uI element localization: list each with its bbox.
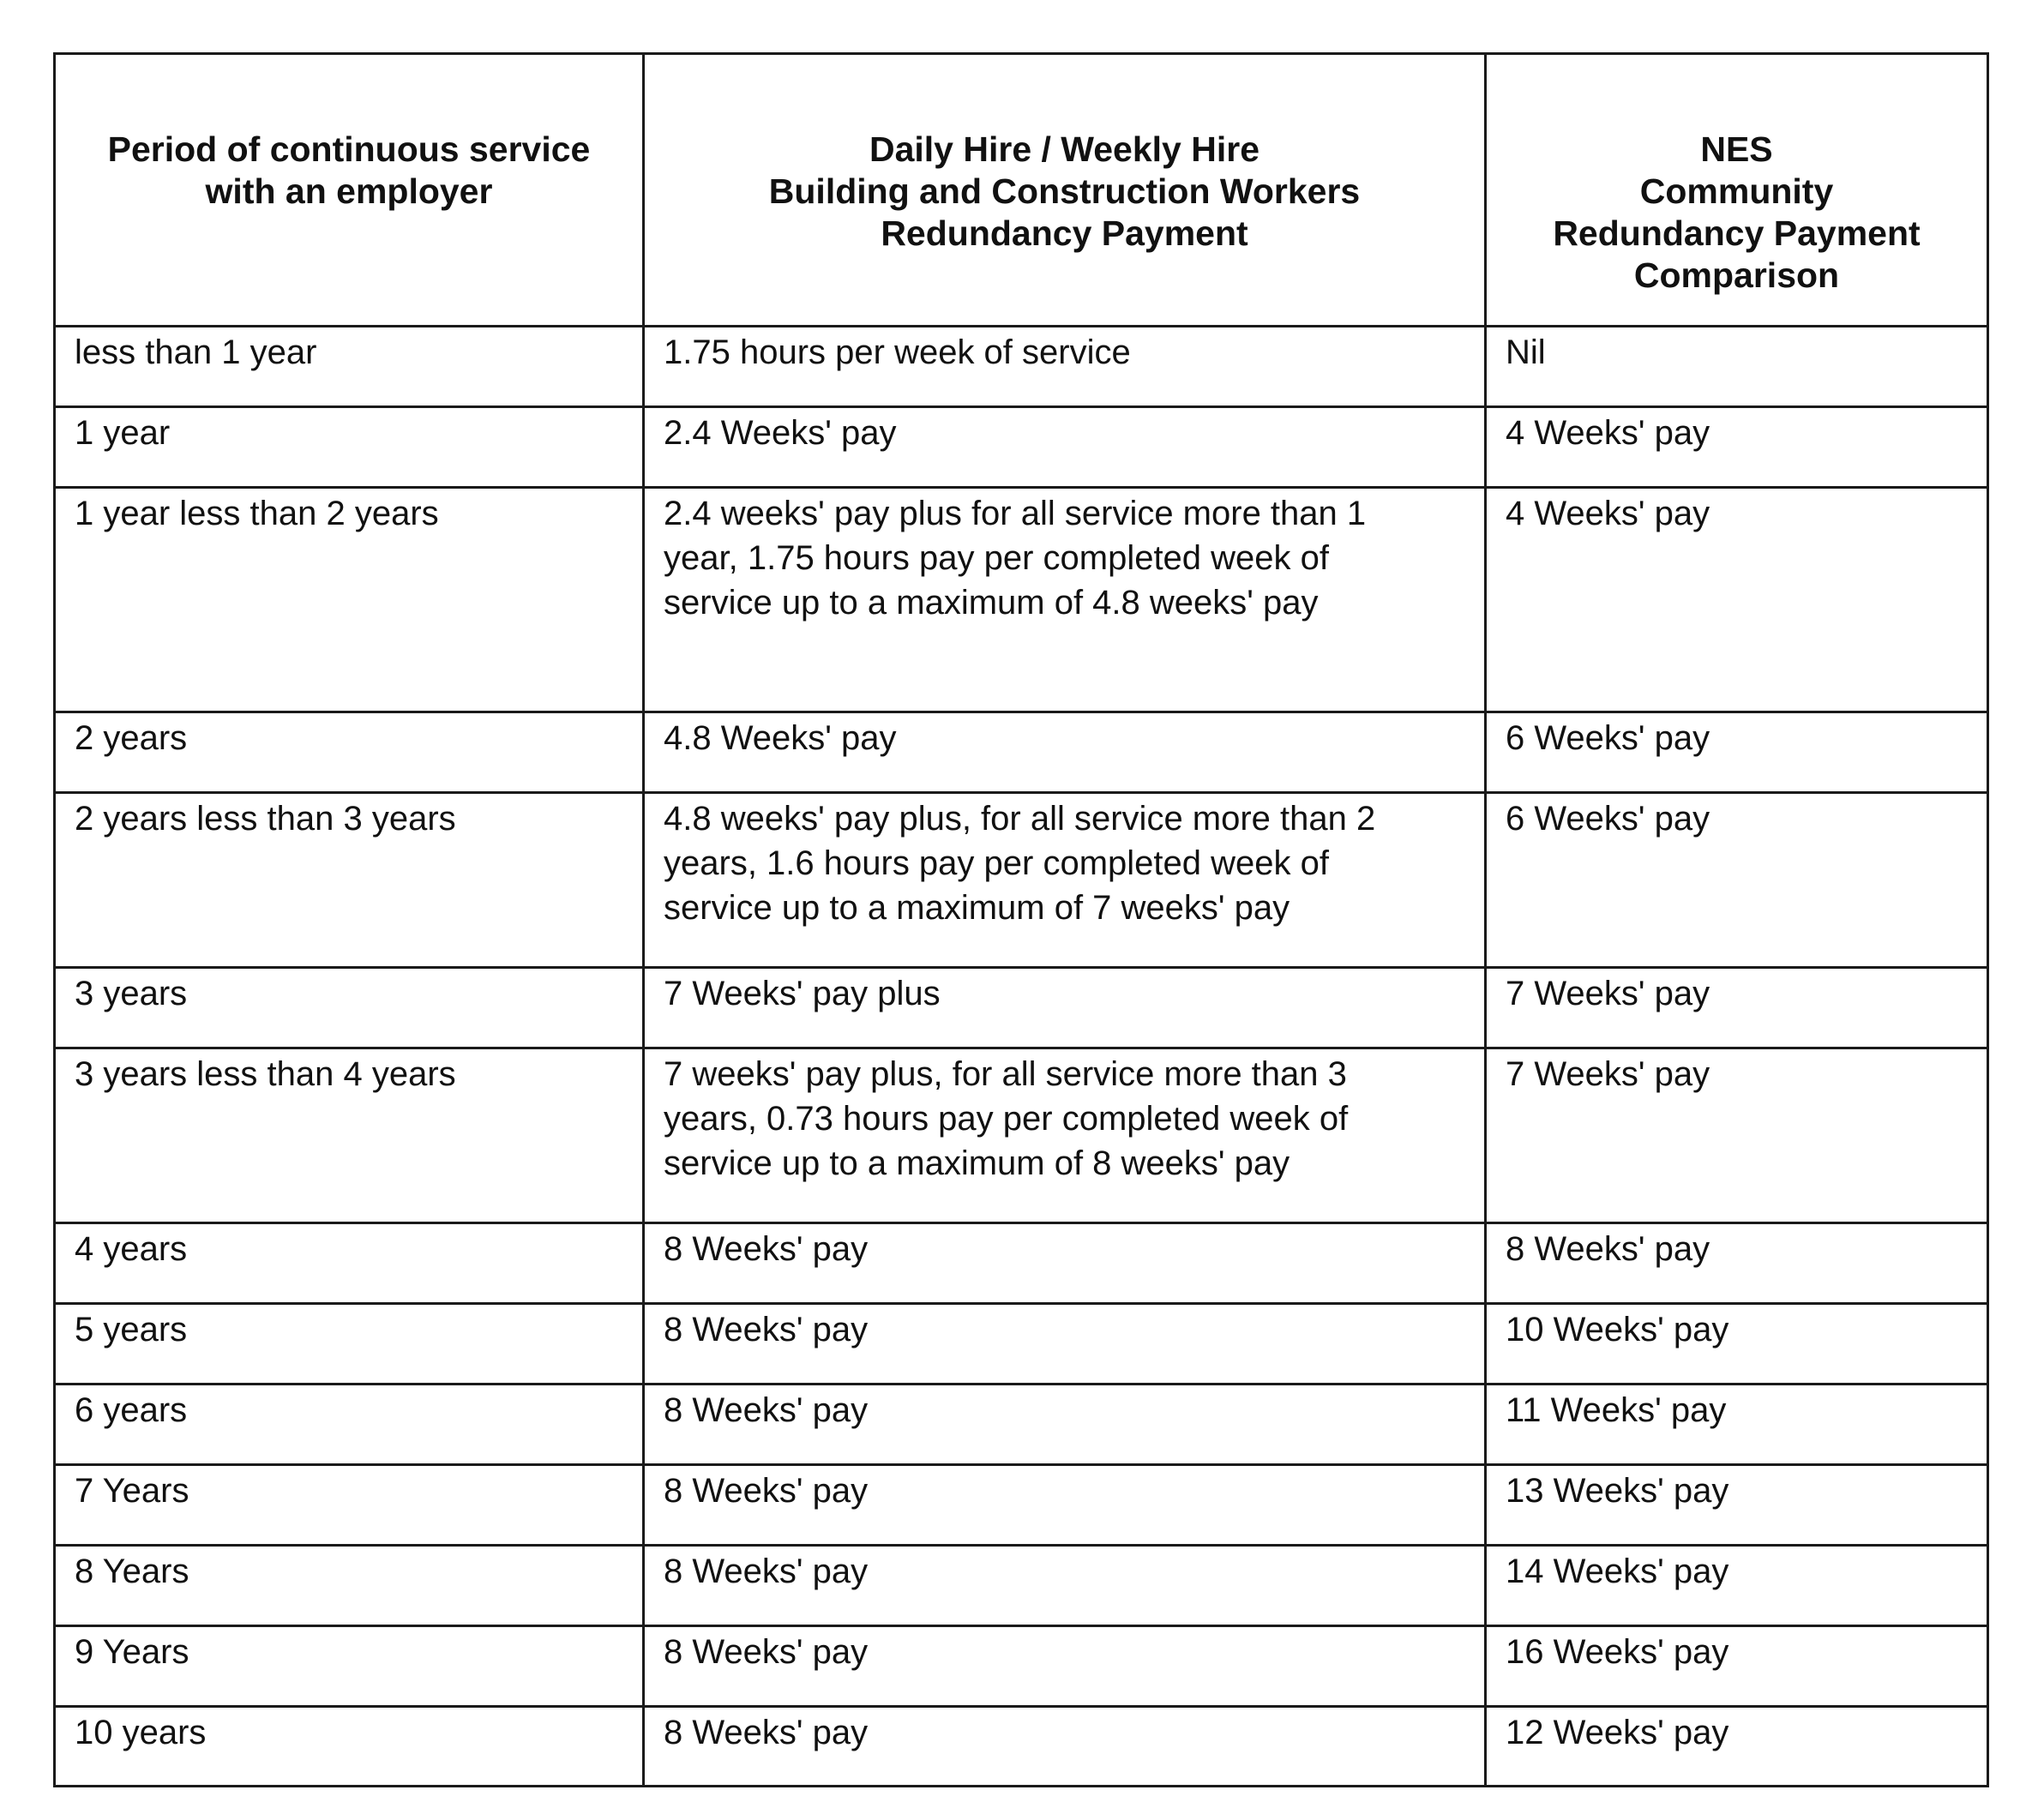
header-daily-weekly-line: Redundancy Payment <box>881 213 1248 253</box>
daily-weekly-line: 8 Weeks' pay <box>664 1553 869 1590</box>
period-cell: 5 years <box>55 1304 644 1385</box>
nes-cell: 7 Weeks' pay <box>1486 968 1988 1048</box>
daily-weekly-line: service up to a maximum of 8 weeks' pay <box>664 1144 1290 1182</box>
daily-weekly-cell <box>644 1223 1486 1304</box>
period-cell: 10 years <box>55 1707 644 1787</box>
daily-weekly-line: 1.75 hours per week of service <box>664 333 1131 371</box>
daily-weekly-line: 8 Weeks' pay <box>664 1230 869 1268</box>
nes-cell: 7 Weeks' pay <box>1486 1048 1988 1223</box>
table-row <box>55 968 1988 1048</box>
nes-cell: 4 Weeks' pay <box>1486 407 1988 488</box>
table-row <box>55 793 1988 968</box>
table-row <box>55 1223 1988 1304</box>
header-nes-comparison <box>1486 54 1988 327</box>
daily-weekly-line: years, 0.73 hours pay per completed week of <box>664 1100 1349 1138</box>
header-daily-weekly-line: Building and Construction Workers <box>768 171 1361 211</box>
header-daily-weekly-hire <box>644 54 1486 327</box>
table-row <box>55 407 1988 488</box>
nes-cell: Nil <box>1486 327 1988 407</box>
table-row <box>55 712 1988 793</box>
daily-weekly-line: 7 Weeks' pay plus <box>664 975 941 1012</box>
daily-weekly-cell <box>644 1546 1486 1626</box>
header-daily-weekly-line: Daily Hire / Weekly Hire <box>869 129 1260 169</box>
table-row <box>55 1385 1988 1465</box>
daily-weekly-cell <box>644 1626 1486 1707</box>
period-cell: 1 year <box>55 407 644 488</box>
period-cell: 1 year less than 2 years <box>55 488 644 712</box>
period-cell: 2 years less than 3 years <box>55 793 644 968</box>
period-cell: 7 Years <box>55 1465 644 1546</box>
daily-weekly-line: 8 Weeks' pay <box>664 1633 869 1671</box>
nes-cell: 6 Weeks' pay <box>1486 712 1988 793</box>
table-row <box>55 1707 1988 1787</box>
period-cell: 4 years <box>55 1223 644 1304</box>
daily-weekly-line: years, 1.6 hours pay per completed week of <box>664 844 1329 882</box>
table-row <box>55 1304 1988 1385</box>
period-cell: 9 Years <box>55 1626 644 1707</box>
table-row <box>55 327 1988 407</box>
table-row <box>55 1048 1988 1223</box>
table-row <box>55 488 1988 712</box>
daily-weekly-line: 8 Weeks' pay <box>664 1472 869 1510</box>
daily-weekly-cell <box>644 327 1486 407</box>
daily-weekly-line: service up to a maximum of 7 weeks' pay <box>664 889 1290 927</box>
daily-weekly-cell <box>644 407 1486 488</box>
daily-weekly-line: 8 Weeks' pay <box>664 1391 869 1429</box>
period-cell: 6 years <box>55 1385 644 1465</box>
nes-cell: 14 Weeks' pay <box>1486 1546 1988 1626</box>
nes-cell: 12 Weeks' pay <box>1486 1707 1988 1787</box>
header-nes-line: Community <box>1639 171 1834 211</box>
header-period-line: Period of continuous service <box>107 129 591 169</box>
nes-cell: 10 Weeks' pay <box>1486 1304 1988 1385</box>
daily-weekly-line: 8 Weeks' pay <box>664 1714 869 1751</box>
nes-cell: 4 Weeks' pay <box>1486 488 1988 712</box>
nes-cell: 8 Weeks' pay <box>1486 1223 1988 1304</box>
period-cell: 2 years <box>55 712 644 793</box>
table-row <box>55 1465 1988 1546</box>
nes-cell: 6 Weeks' pay <box>1486 793 1988 968</box>
daily-weekly-line: service up to a maximum of 4.8 weeks' pay <box>664 584 1319 622</box>
table-row <box>55 1546 1988 1626</box>
daily-weekly-cell <box>644 793 1486 968</box>
daily-weekly-cell <box>644 1385 1486 1465</box>
header-period-line: with an employer <box>205 171 493 211</box>
daily-weekly-line: 8 Weeks' pay <box>664 1311 869 1348</box>
daily-weekly-cell <box>644 1465 1486 1546</box>
table-row <box>55 1626 1988 1707</box>
daily-weekly-line: 4.8 weeks' pay plus, for all service more than 2 <box>664 800 1376 838</box>
daily-weekly-cell <box>644 712 1486 793</box>
header-nes-line: Redundancy Payment <box>1553 213 1921 253</box>
period-cell: 3 years less than 4 years <box>55 1048 644 1223</box>
period-cell: 3 years <box>55 968 644 1048</box>
table-header-row <box>55 54 1988 327</box>
daily-weekly-cell <box>644 968 1486 1048</box>
daily-weekly-cell <box>644 1048 1486 1223</box>
daily-weekly-cell <box>644 488 1486 712</box>
daily-weekly-cell <box>644 1304 1486 1385</box>
redundancy-comparison-table <box>53 52 1989 1787</box>
nes-cell: 16 Weeks' pay <box>1486 1626 1988 1707</box>
daily-weekly-cell <box>644 1707 1486 1787</box>
daily-weekly-line: 4.8 Weeks' pay <box>664 719 897 757</box>
daily-weekly-line: year, 1.75 hours pay per completed week of <box>664 539 1330 577</box>
header-nes-line: Comparison <box>1633 255 1840 295</box>
daily-weekly-line: 2.4 weeks' pay plus for all service more than 1 <box>664 495 1367 532</box>
nes-cell: 13 Weeks' pay <box>1486 1465 1988 1546</box>
header-period <box>55 54 644 327</box>
header-nes-line: NES <box>1700 129 1773 169</box>
period-cell: 8 Years <box>55 1546 644 1626</box>
daily-weekly-line: 7 weeks' pay plus, for all service more than 3 <box>664 1055 1347 1093</box>
nes-cell: 11 Weeks' pay <box>1486 1385 1988 1465</box>
period-cell: less than 1 year <box>55 327 644 407</box>
daily-weekly-line: 2.4 Weeks' pay <box>664 414 897 452</box>
